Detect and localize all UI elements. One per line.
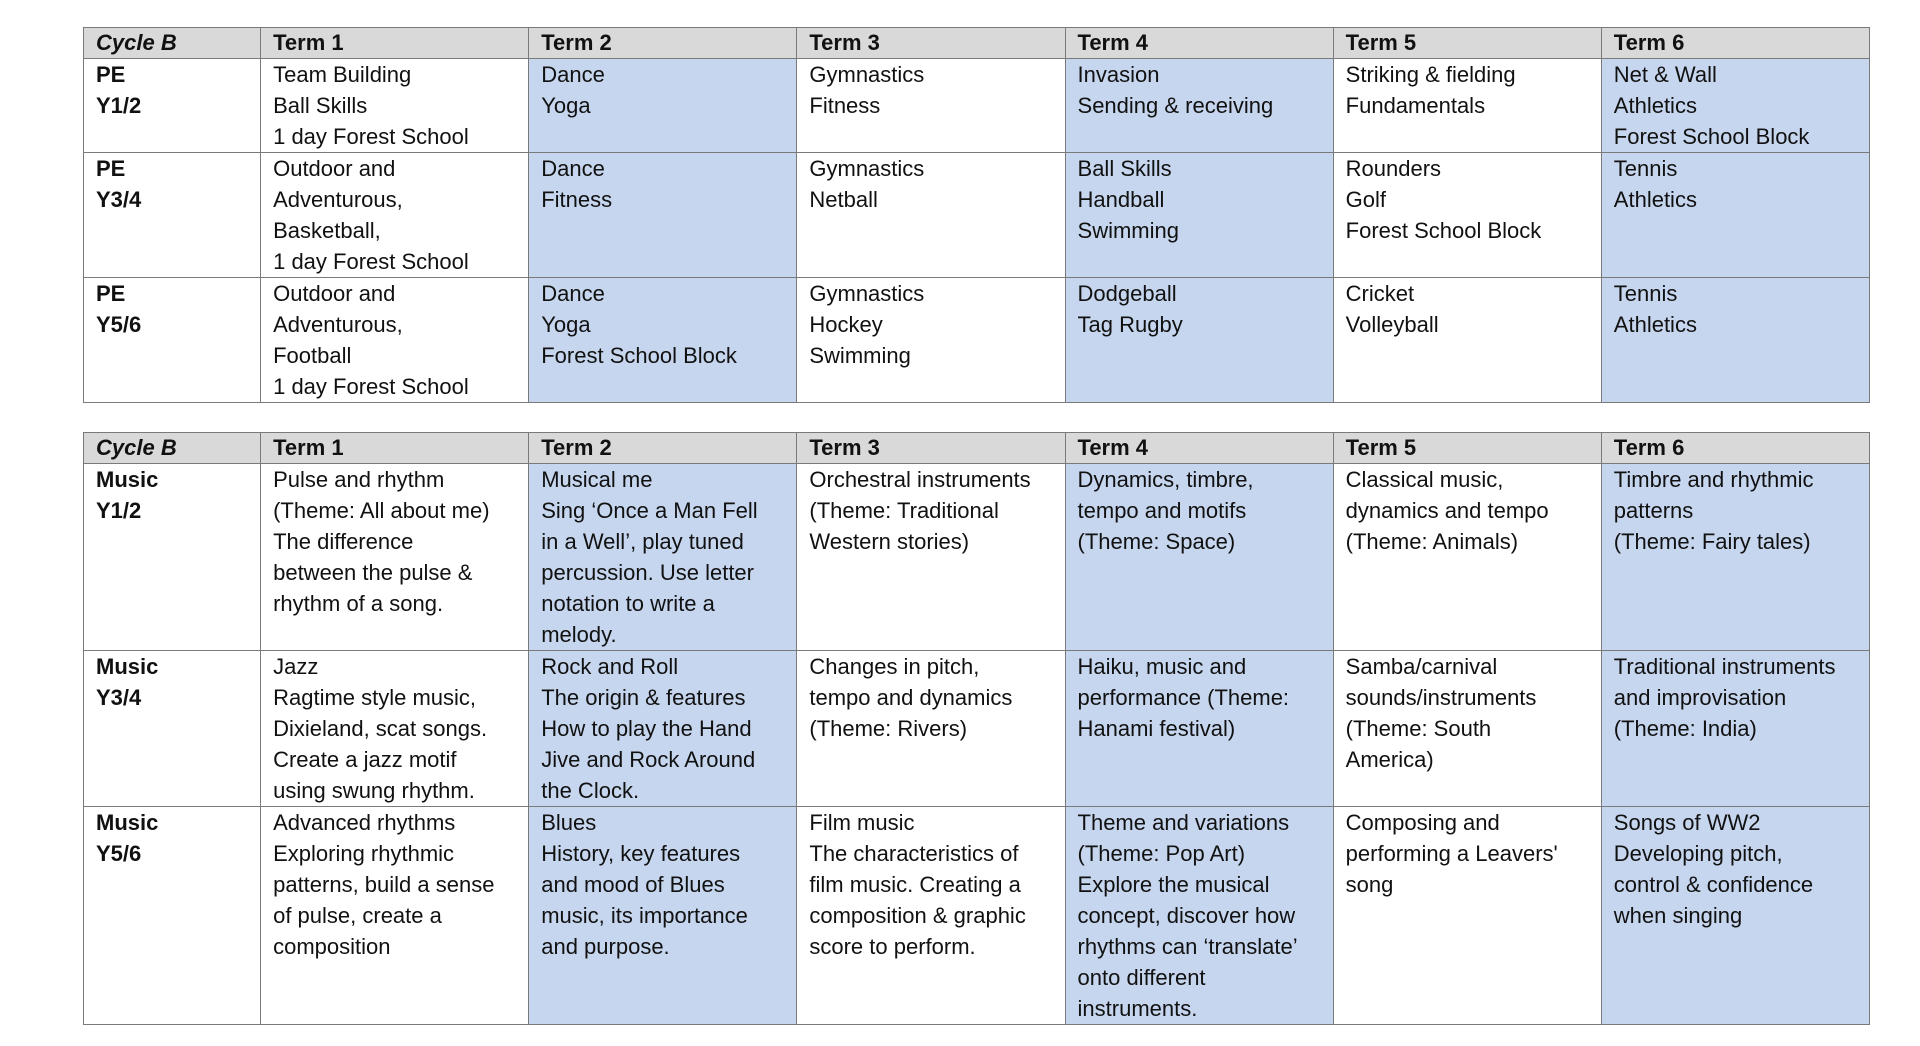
cell-line: Ball Skills <box>1077 156 1172 181</box>
header-term-1: Term 1 <box>261 433 529 464</box>
cell-line: Ball Skills <box>273 93 368 118</box>
cell-line: score to perform. <box>809 934 976 959</box>
cell-line: Dance <box>541 62 605 87</box>
subject-cell <box>84 153 261 278</box>
cell-line: when singing <box>1613 903 1743 928</box>
cell-line: Classical music, <box>1345 467 1504 492</box>
cell-line: Blues <box>541 810 597 835</box>
cell-line: Musical me <box>541 467 653 492</box>
term-2-cell <box>529 807 797 1025</box>
cell-line: Tennis <box>1613 281 1678 306</box>
cell-line: Western stories) <box>809 529 970 554</box>
cell-line: Ragtime style music, <box>273 685 477 710</box>
cell-line: Tag Rugby <box>1077 312 1183 337</box>
cell-line: Dance <box>541 281 605 306</box>
term-6-cell <box>1601 464 1869 651</box>
header-term-5: Term 5 <box>1333 433 1601 464</box>
cell-line: Theme and variations <box>1077 810 1290 835</box>
header-term-1: Term 1 <box>261 28 529 59</box>
cell-line: Changes in pitch, <box>809 654 980 679</box>
term-3-cell <box>797 651 1065 807</box>
cell-line: percussion. Use letter <box>541 560 754 585</box>
cell-line: Swimming <box>809 343 911 368</box>
term-4-cell <box>1065 464 1333 651</box>
cell-line: Pulse and rhythm <box>273 467 445 492</box>
cell-line: Forest School Block <box>541 343 737 368</box>
cell-line: Outdoor and <box>273 281 396 306</box>
term-2-cell <box>529 153 797 278</box>
header-cycle: Cycle B <box>84 28 261 59</box>
term-2-cell <box>529 651 797 807</box>
term-4-cell <box>1065 153 1333 278</box>
cell-line: Composing and <box>1345 810 1500 835</box>
subject-cell <box>84 59 261 153</box>
term-6-cell <box>1601 278 1869 403</box>
cell-line: composition <box>273 934 391 959</box>
cell-line: 1 day Forest School <box>273 249 469 274</box>
subject-line: Y1/2 <box>96 498 142 523</box>
term-3-cell <box>797 807 1065 1025</box>
cell-line: Explore the musical <box>1077 872 1270 897</box>
cell-line: Timbre and rhythmic <box>1613 467 1814 492</box>
header-term-3: Term 3 <box>797 433 1065 464</box>
cell-line: Golf <box>1345 187 1387 212</box>
cell-line: Outdoor and <box>273 156 396 181</box>
cell-line: Athletics <box>1613 312 1697 337</box>
cell-line: Dodgeball <box>1077 281 1177 306</box>
cell-line: (Theme: India) <box>1613 716 1757 741</box>
cell-line: Netball <box>809 187 878 212</box>
cell-line: Jive and Rock Around <box>541 747 756 772</box>
subject-line: Y5/6 <box>96 312 142 337</box>
term-2-cell <box>529 278 797 403</box>
subject-line: PE <box>96 62 126 87</box>
cell-line: Fitness <box>541 187 613 212</box>
term-4-cell <box>1065 651 1333 807</box>
term-1-cell <box>261 807 529 1025</box>
cell-line: between the pulse & <box>273 560 473 585</box>
cell-line: tempo and dynamics <box>809 685 1013 710</box>
header-term-4: Term 4 <box>1065 433 1333 464</box>
term-6-cell <box>1601 807 1869 1025</box>
header-term-2: Term 2 <box>529 28 797 59</box>
term-4-cell <box>1065 807 1333 1025</box>
cell-line: song <box>1345 872 1394 897</box>
subject-line: Music <box>96 654 159 679</box>
cell-line: Sing ‘Once a Man Fell <box>541 498 758 523</box>
subject-line: Music <box>96 810 159 835</box>
cell-line: (Theme: Traditional <box>809 498 999 523</box>
subject-line: Y1/2 <box>96 93 142 118</box>
cell-line: Songs of WW2 <box>1613 810 1761 835</box>
cell-line: Cricket <box>1345 281 1415 306</box>
header-term-6: Term 6 <box>1601 28 1869 59</box>
term-4-cell <box>1065 278 1333 403</box>
term-5-cell <box>1333 59 1601 153</box>
subject-cell <box>84 464 261 651</box>
subject-line: Y3/4 <box>96 685 142 710</box>
cell-line: Gymnastics <box>809 281 925 306</box>
cell-line: 1 day Forest School <box>273 124 469 149</box>
term-4-cell <box>1065 59 1333 153</box>
cell-line: film music. Creating a <box>809 872 1021 897</box>
cell-line: The difference <box>273 529 414 554</box>
term-2-cell <box>529 59 797 153</box>
header-row <box>84 28 1870 59</box>
cell-line: tempo and motifs <box>1077 498 1247 523</box>
term-1-cell <box>261 278 529 403</box>
cell-line: History, key features <box>541 841 741 866</box>
cell-line: Gymnastics <box>809 156 925 181</box>
cell-line: Gymnastics <box>809 62 925 87</box>
term-5-cell <box>1333 153 1601 278</box>
header-row <box>84 433 1870 464</box>
subject-cell <box>84 278 261 403</box>
cell-line: Team Building <box>273 62 412 87</box>
cell-line: dynamics and tempo <box>1345 498 1549 523</box>
cell-line: onto different <box>1077 965 1206 990</box>
cell-line: Rock and Roll <box>541 654 679 679</box>
cell-line: Adventurous, <box>273 187 403 212</box>
table-row <box>84 278 1870 403</box>
table-row <box>84 153 1870 278</box>
cell-line: Jazz <box>273 654 319 679</box>
cell-line: (Theme: All about me) <box>273 498 490 523</box>
cell-line: and improvisation <box>1613 685 1787 710</box>
cell-line: of pulse, create a <box>273 903 442 928</box>
cell-line: (Theme: Animals) <box>1345 529 1519 554</box>
cell-line: Traditional instruments <box>1613 654 1836 679</box>
cell-line: Forest School Block <box>1613 124 1810 149</box>
cell-line: Striking & fielding <box>1345 62 1516 87</box>
term-5-cell <box>1333 464 1601 651</box>
music-curriculum-table <box>83 432 1870 1025</box>
cell-line: performance (Theme: <box>1077 685 1290 710</box>
term-3-cell <box>797 59 1065 153</box>
cell-line: melody. <box>541 622 617 647</box>
cell-line: Invasion <box>1077 62 1160 87</box>
cell-line: rhythm of a song. <box>273 591 444 616</box>
music-table-body <box>84 464 1870 1025</box>
cell-line: Create a jazz motif <box>273 747 457 772</box>
cell-line: Yoga <box>541 93 591 118</box>
cell-line: Adventurous, <box>273 312 403 337</box>
term-5-cell <box>1333 651 1601 807</box>
cell-line: Dynamics, timbre, <box>1077 467 1254 492</box>
cell-line: Tennis <box>1613 156 1678 181</box>
header-term-3: Term 3 <box>797 28 1065 59</box>
cell-line: Athletics <box>1613 93 1697 118</box>
cell-line: Film music <box>809 810 915 835</box>
term-1-cell <box>261 59 529 153</box>
term-2-cell <box>529 464 797 651</box>
cell-line: Swimming <box>1077 218 1179 243</box>
subject-line: PE <box>96 156 126 181</box>
cell-line: (Theme: Pop Art) <box>1077 841 1246 866</box>
cell-line: sounds/instruments <box>1345 685 1537 710</box>
cell-line: The origin & features <box>541 685 746 710</box>
cell-line: Volleyball <box>1345 312 1439 337</box>
subject-cell <box>84 807 261 1025</box>
cell-line: notation to write a <box>541 591 715 616</box>
subject-line: PE <box>96 281 126 306</box>
cell-line: Hockey <box>809 312 883 337</box>
cell-line: the Clock. <box>541 778 640 803</box>
cell-line: composition & graphic <box>809 903 1026 928</box>
cell-line: (Theme: Space) <box>1077 529 1236 554</box>
cell-line: Handball <box>1077 187 1165 212</box>
cell-line: America) <box>1345 747 1434 772</box>
cell-line: Dixieland, scat songs. <box>273 716 488 741</box>
pe-table-body <box>84 59 1870 403</box>
cell-line: Dance <box>541 156 605 181</box>
cell-line: performing a Leavers' <box>1345 841 1558 866</box>
term-6-cell <box>1601 153 1869 278</box>
cell-line: Advanced rhythms <box>273 810 456 835</box>
term-1-cell <box>261 651 529 807</box>
subject-line: Music <box>96 467 159 492</box>
header-term-4: Term 4 <box>1065 28 1333 59</box>
cell-line: using swung rhythm. <box>273 778 475 803</box>
cell-line: Hanami festival) <box>1077 716 1236 741</box>
term-1-cell <box>261 464 529 651</box>
cell-line: (Theme: Rivers) <box>809 716 968 741</box>
cell-line: Exploring rhythmic <box>273 841 455 866</box>
header-term-6: Term 6 <box>1601 433 1869 464</box>
term-5-cell <box>1333 278 1601 403</box>
term-5-cell <box>1333 807 1601 1025</box>
cell-line: Orchestral instruments <box>809 467 1031 492</box>
cell-line: and mood of Blues <box>541 872 725 897</box>
header-term-5: Term 5 <box>1333 28 1601 59</box>
cell-line: Basketball, <box>273 218 381 243</box>
term-6-cell <box>1601 59 1869 153</box>
cell-line: The characteristics of <box>809 841 1019 866</box>
cell-line: Fitness <box>809 93 881 118</box>
cell-line: Net & Wall <box>1613 62 1717 87</box>
cell-line: in a Well’, play tuned <box>541 529 744 554</box>
cell-line: rhythms can ‘translate’ <box>1077 934 1298 959</box>
cell-line: music, its importance <box>541 903 748 928</box>
cell-line: Samba/carnival <box>1345 654 1498 679</box>
cell-line: patterns, build a sense <box>273 872 495 897</box>
cell-line: concept, discover how <box>1077 903 1296 928</box>
term-1-cell <box>261 153 529 278</box>
table-row <box>84 464 1870 651</box>
cell-line: Haiku, music and <box>1077 654 1247 679</box>
header-term-2: Term 2 <box>529 433 797 464</box>
term-3-cell <box>797 153 1065 278</box>
term-3-cell <box>797 464 1065 651</box>
cell-line: patterns <box>1613 498 1694 523</box>
cell-line: Athletics <box>1613 187 1697 212</box>
subject-cell <box>84 651 261 807</box>
cell-line: 1 day Forest School <box>273 374 469 399</box>
subject-line: Y5/6 <box>96 841 142 866</box>
cell-line: Forest School Block <box>1345 218 1542 243</box>
cell-line: Fundamentals <box>1345 93 1486 118</box>
cell-line: Developing pitch, <box>1613 841 1783 866</box>
table-row <box>84 807 1870 1025</box>
cell-line: (Theme: Fairy tales) <box>1613 529 1811 554</box>
cell-line: How to play the Hand <box>541 716 752 741</box>
header-cycle: Cycle B <box>84 433 261 464</box>
table-row <box>84 59 1870 153</box>
table-row <box>84 651 1870 807</box>
cell-line: control & confidence <box>1613 872 1814 897</box>
cell-line: and purpose. <box>541 934 670 959</box>
cell-line: Football <box>273 343 352 368</box>
term-3-cell <box>797 278 1065 403</box>
cell-line: Yoga <box>541 312 591 337</box>
pe-curriculum-table <box>83 27 1870 403</box>
cell-line: Sending & receiving <box>1077 93 1274 118</box>
subject-line: Y3/4 <box>96 187 142 212</box>
term-6-cell <box>1601 651 1869 807</box>
cell-line: Rounders <box>1345 156 1442 181</box>
cell-line: instruments. <box>1077 996 1198 1021</box>
cell-line: (Theme: South <box>1345 716 1492 741</box>
